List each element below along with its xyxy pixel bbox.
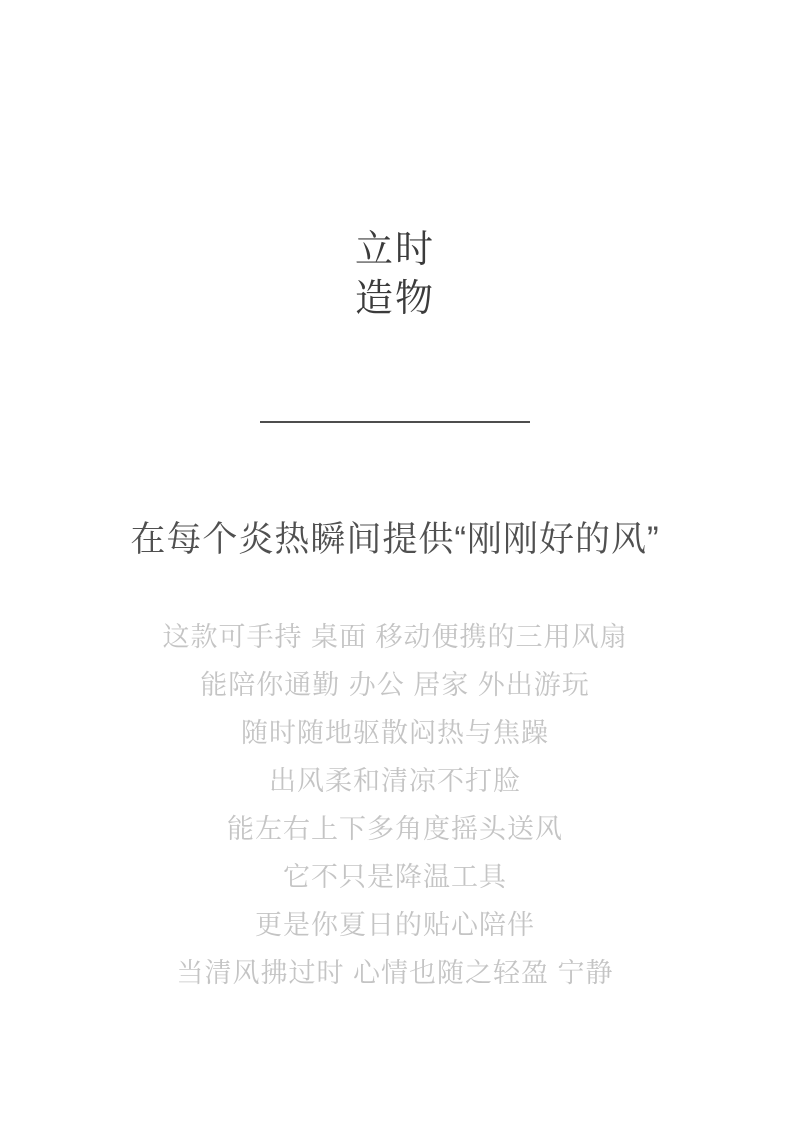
body-line: 这款可手持 桌面 移动便携的三用风扇 [162,622,628,652]
body-line: 能陪你通勤 办公 居家 外出游玩 [200,670,590,700]
headline: 在每个炎热瞬间提供“刚刚好的风” [130,520,660,559]
body-line: 能左右上下多角度摇头送风 [227,814,563,844]
body-copy [0,613,790,997]
brand-logo [0,0,790,324]
body-line: 更是你夏日的贴心陪伴 [255,910,535,940]
brand-line-2: 造物 [354,278,435,320]
body-line: 随时随地驱散闷热与焦躁 [241,718,549,748]
brand-line-1: 立时 [354,229,435,271]
body-line: 当清风拂过时 心情也随之轻盈 宁静 [176,958,614,988]
body-line: 它不只是降温工具 [283,862,507,892]
section-divider [260,421,530,423]
body-line: 出风柔和清凉不打脸 [269,766,521,796]
